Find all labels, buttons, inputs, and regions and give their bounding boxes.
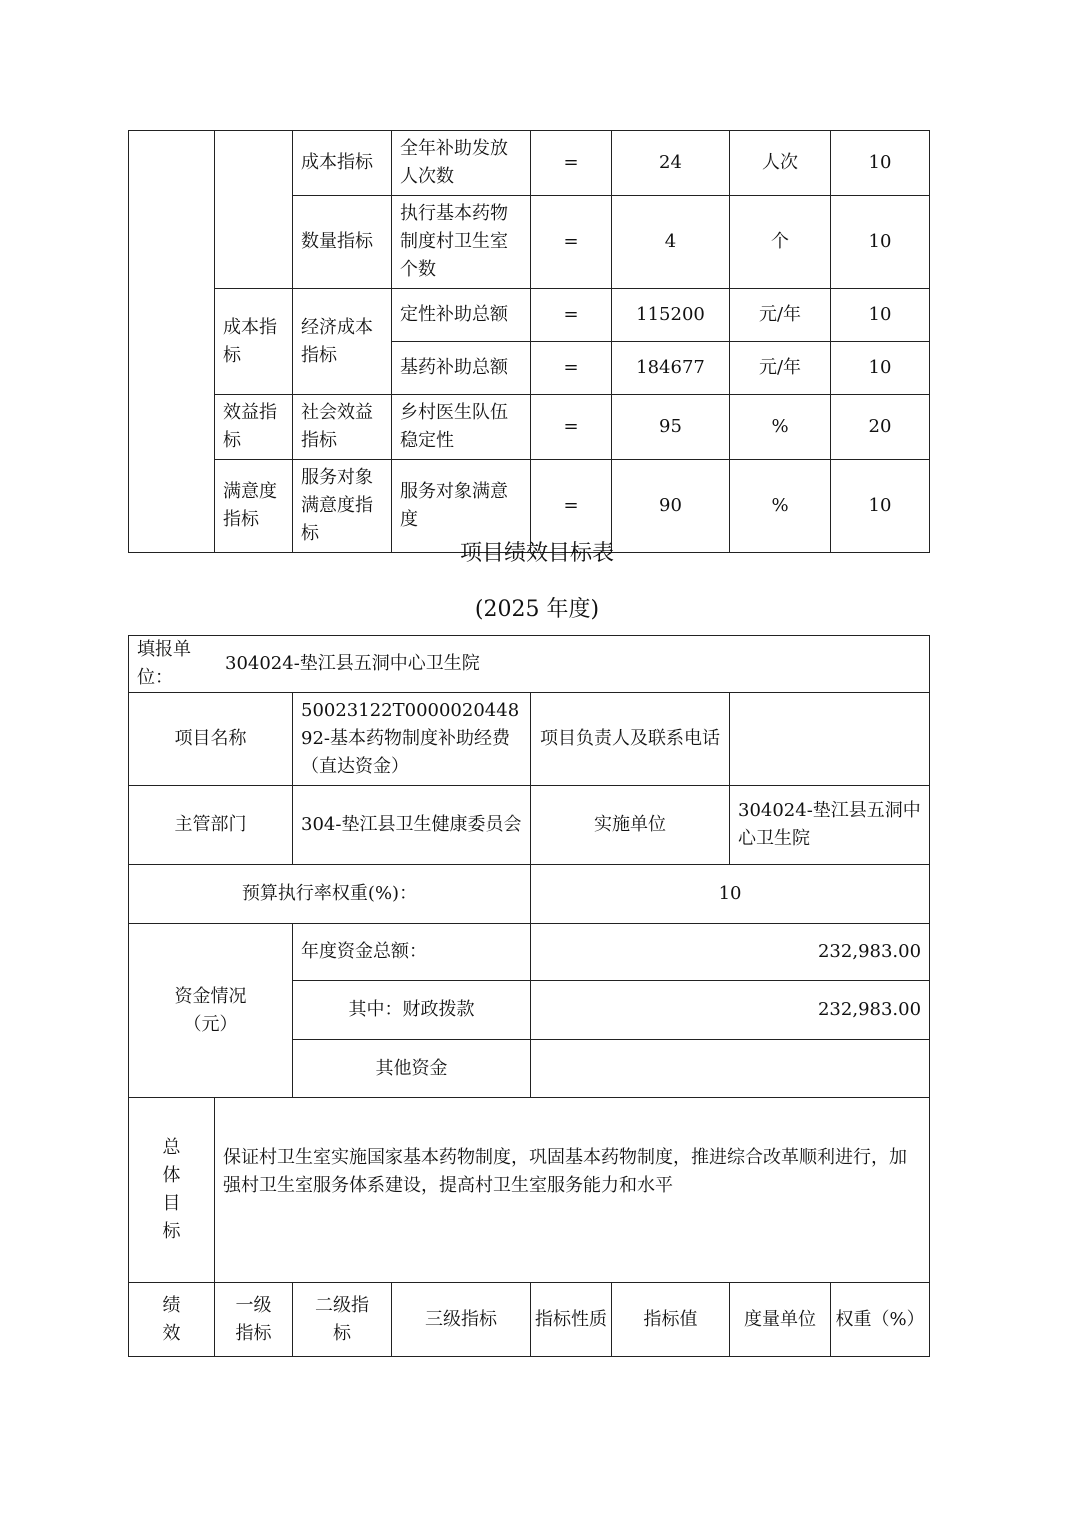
operator-cell: =: [531, 131, 612, 196]
table-row: [129, 865, 930, 924]
unit-cell: 元/年: [730, 289, 831, 342]
weight-cell: 20: [831, 395, 930, 460]
table-row: [129, 636, 930, 693]
funds-label: 资金情况（元）: [129, 924, 293, 1098]
operator-cell: =: [531, 460, 612, 553]
header-level3: 三级指标: [392, 1283, 531, 1357]
unit-cell: %: [730, 460, 831, 553]
level1-cell: 效益指标: [215, 395, 293, 460]
header-nature: 指标性质: [531, 1283, 612, 1357]
value-cell: 4: [612, 196, 730, 289]
project-name-label: 项目名称: [129, 693, 293, 786]
table-row: [129, 1283, 930, 1357]
weight-cell: 10: [831, 460, 930, 553]
reporting-unit-label: 填报单位：: [137, 639, 191, 688]
value-cell: 115200: [612, 289, 730, 342]
header-level1: 一级指标: [215, 1283, 293, 1357]
table-row: [129, 1098, 930, 1283]
blank-cell: [129, 131, 215, 553]
budget-rate-label: 预算执行率权重(%)：: [129, 865, 531, 924]
fiscal-label: 其中：财政拨款: [293, 981, 531, 1040]
weight-cell: 10: [831, 342, 930, 395]
level3-cell: 服务对象满意度: [392, 460, 531, 553]
overall-goal-value: 保证村卫生室实施国家基本药物制度，巩固基本药物制度，推进综合改革顺利进行，加强村卫生室服务体系建设，提高村卫生室服务能力和水平: [215, 1098, 930, 1283]
other-funds-label: 其他资金: [293, 1040, 531, 1098]
header-weight: 权重（%）: [831, 1283, 930, 1357]
reporting-unit-value: 304024-垫江县五洞中心卫生院: [225, 653, 480, 674]
level2-cell: 服务对象满意度指标: [293, 460, 392, 553]
budget-rate-value: 10: [531, 865, 930, 924]
overall-goal-label: 总体目标: [129, 1098, 215, 1283]
impl-unit-value: 304024-垫江县五洞中心卫生院: [730, 786, 930, 865]
header-perf: 绩效: [129, 1283, 215, 1357]
unit-cell: %: [730, 395, 831, 460]
level3-cell: 乡村医生队伍稳定性: [392, 395, 531, 460]
header-level2: 二级指标: [293, 1283, 392, 1357]
project-name-value: 50023122T000002044892-基本药物制度补助经费（直达资金）: [293, 693, 531, 786]
level1-cell: 成本指标: [215, 289, 293, 395]
blank-cell: [215, 131, 293, 289]
fiscal-value: 232,983.00: [531, 981, 930, 1040]
unit-cell: 个: [730, 196, 831, 289]
weight-cell: 10: [831, 196, 930, 289]
table-row: [129, 924, 930, 981]
indicator-table-continued: [128, 130, 930, 553]
contact-label: 项目负责人及联系电话: [531, 693, 730, 786]
header-unit: 度量单位: [730, 1283, 831, 1357]
annual-total-label: 年度资金总额：: [293, 924, 531, 981]
page-subtitle-year: (2025 年度): [474, 597, 600, 622]
level2-cell: 社会效益指标: [293, 395, 392, 460]
header-value: 指标值: [612, 1283, 730, 1357]
other-funds-value: [531, 1040, 930, 1098]
level2-cell: 成本指标: [293, 131, 392, 196]
operator-cell: =: [531, 395, 612, 460]
operator-cell: =: [531, 196, 612, 289]
impl-unit-label: 实施单位: [531, 786, 730, 865]
level3-cell: 全年补助发放人次数: [392, 131, 531, 196]
table-row: [129, 131, 930, 196]
table-row: [129, 289, 930, 342]
value-cell: 24: [612, 131, 730, 196]
table-row: [129, 395, 930, 460]
page-title: 项目绩效目标表: [459, 541, 614, 566]
value-cell: 90: [612, 460, 730, 553]
dept-value: 304-垫江县卫生健康委员会: [293, 786, 531, 865]
level3-cell: 定性补助总额: [392, 289, 531, 342]
level1-cell: 满意度指标: [215, 460, 293, 553]
level3-cell: 基药补助总额: [392, 342, 531, 395]
annual-total-value: 232,983.00: [531, 924, 930, 981]
table-row: [129, 786, 930, 865]
level3-cell: 执行基本药物制度村卫生室个数: [392, 196, 531, 289]
level2-cell: 经济成本指标: [293, 289, 392, 395]
unit-cell: 元/年: [730, 342, 831, 395]
performance-target-form: [128, 635, 930, 1357]
contact-value: [730, 693, 930, 786]
reporting-unit-row: [129, 636, 930, 693]
value-cell: 95: [612, 395, 730, 460]
operator-cell: =: [531, 289, 612, 342]
weight-cell: 10: [831, 131, 930, 196]
level2-cell: 数量指标: [293, 196, 392, 289]
dept-label: 主管部门: [129, 786, 293, 865]
weight-cell: 10: [831, 289, 930, 342]
operator-cell: =: [531, 342, 612, 395]
value-cell: 184677: [612, 342, 730, 395]
table-row: [129, 693, 930, 786]
unit-cell: 人次: [730, 131, 831, 196]
